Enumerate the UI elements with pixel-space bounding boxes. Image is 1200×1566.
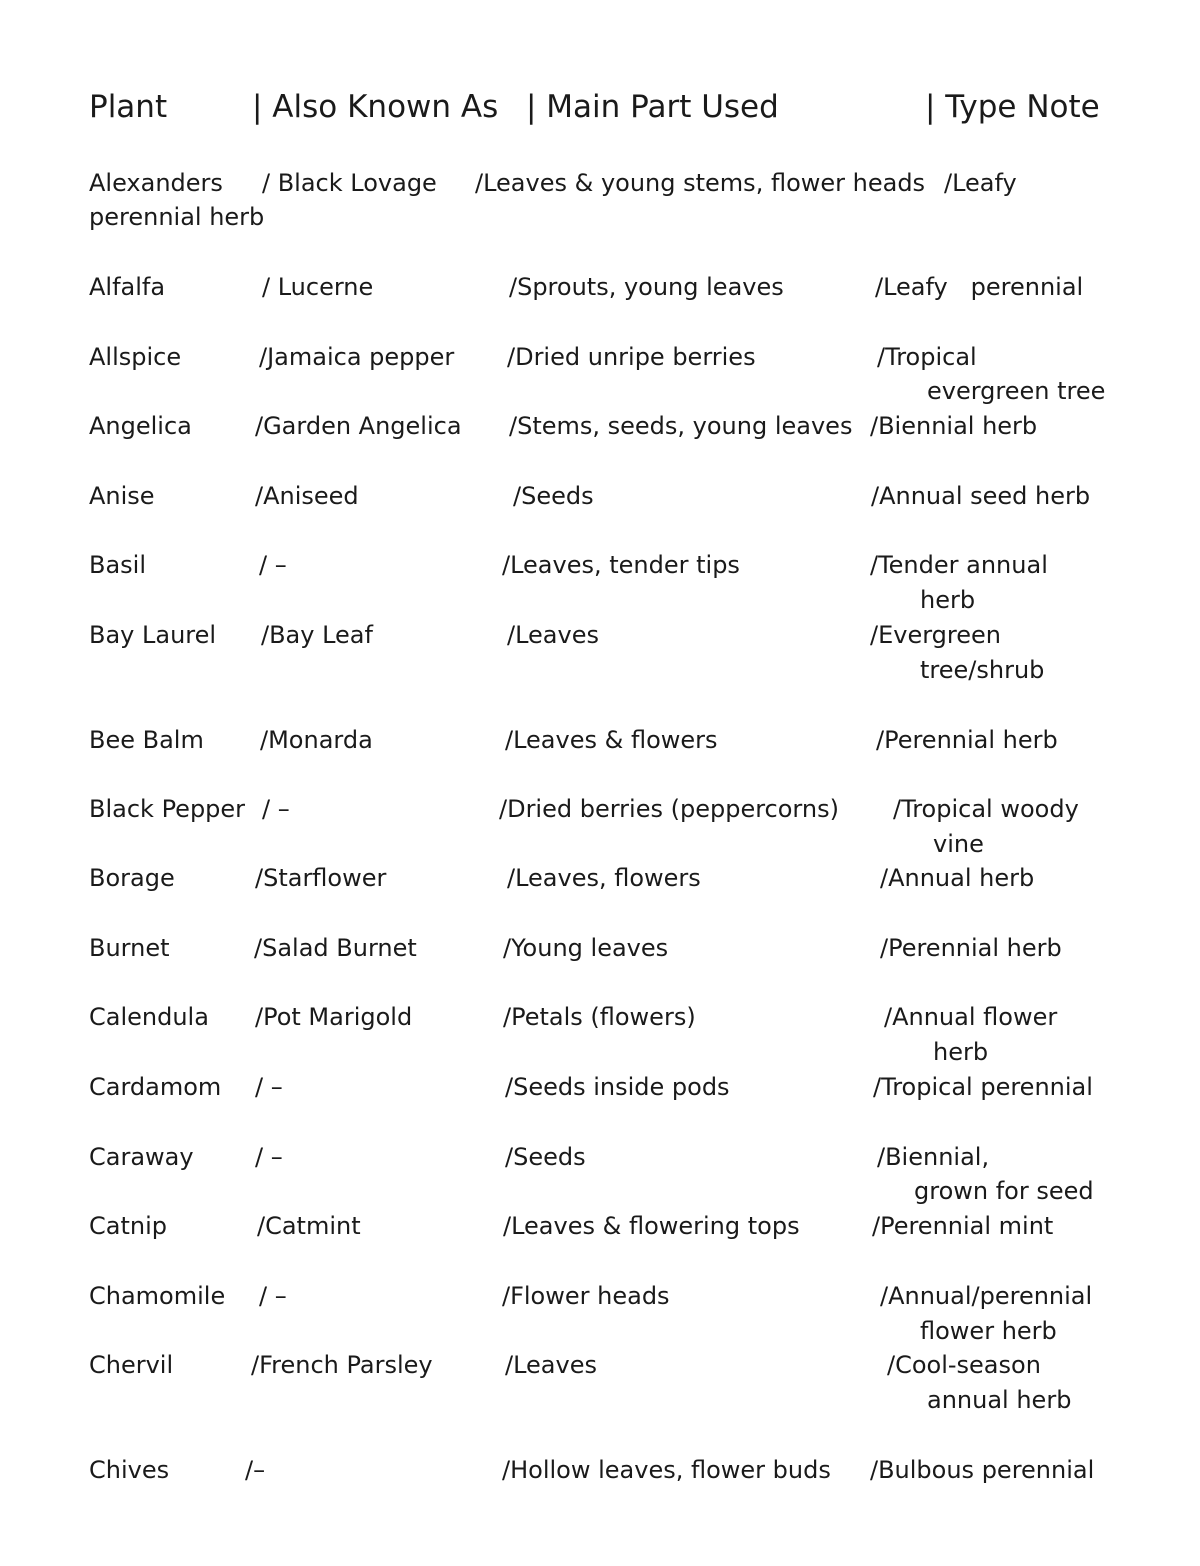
row-part: /Petals (flowers) [503, 1003, 696, 1031]
row-aka: /– [245, 1456, 266, 1484]
row-type-continuation: vine [933, 830, 984, 858]
row-plant: Chamomile [89, 1282, 226, 1310]
row-type-continuation: perennial herb [89, 203, 265, 231]
row-type: /Evergreen [870, 621, 1001, 649]
row-part: /Leaves & flowering tops [503, 1212, 800, 1240]
row-plant: Chervil [89, 1351, 174, 1379]
row-aka: /Garden Angelica [255, 412, 462, 440]
row-plant: Borage [89, 864, 175, 892]
row-plant: Catnip [89, 1212, 167, 1240]
row-part: /Leaves [505, 1351, 597, 1379]
row-type: /Annual herb [880, 864, 1035, 892]
row-aka: / – [262, 795, 290, 823]
row-aka: /Pot Marigold [255, 1003, 413, 1031]
row-aka: / Black Lovage [262, 169, 437, 197]
row-type-continuation: evergreen tree [927, 377, 1106, 405]
row-type: /Biennial, [877, 1143, 990, 1171]
row-aka: / – [259, 551, 287, 579]
row-plant: Caraway [89, 1143, 194, 1171]
row-part: /Stems, seeds, young leaves [509, 412, 853, 440]
row-aka: / – [259, 1282, 287, 1310]
row-aka: /Monarda [260, 726, 373, 754]
row-type: /Tender annual [870, 551, 1048, 579]
row-plant: Angelica [89, 412, 192, 440]
row-plant: Bay Laurel [89, 621, 217, 649]
row-part: /Leaves [507, 621, 599, 649]
row-type: /Leafy perennial [875, 273, 1084, 301]
row-aka: /Aniseed [255, 482, 359, 510]
header-also-known-as: | Also Known As [252, 89, 499, 125]
row-plant: Cardamom [89, 1073, 222, 1101]
row-type: /Perennial mint [872, 1212, 1054, 1240]
row-part: /Leaves & young stems, flower heads [475, 169, 926, 197]
row-type-continuation: tree/shrub [920, 656, 1045, 684]
row-aka: / Lucerne [262, 273, 374, 301]
row-plant: Bee Balm [89, 726, 204, 754]
row-type: /Perennial herb [880, 934, 1062, 962]
row-type: /Annual flower [884, 1003, 1058, 1031]
row-aka: /Bay Leaf [261, 621, 373, 649]
row-part: /Sprouts, young leaves [509, 273, 784, 301]
row-plant: Anise [89, 482, 155, 510]
row-plant: Alexanders [89, 169, 223, 197]
row-part: /Hollow leaves, flower buds [502, 1456, 831, 1484]
row-type-continuation: herb [933, 1038, 989, 1066]
row-aka: /Jamaica pepper [259, 343, 455, 371]
row-aka: /French Parsley [251, 1351, 433, 1379]
row-part: /Dried berries (peppercorns) [499, 795, 839, 823]
row-part: /Leaves, flowers [507, 864, 701, 892]
row-plant: Burnet [89, 934, 170, 962]
row-plant: Allspice [89, 343, 182, 371]
row-type-continuation: grown for seed [914, 1177, 1094, 1205]
row-type: /Tropical woody [893, 795, 1079, 823]
row-type: /Cool-season [887, 1351, 1041, 1379]
row-type: /Tropical [877, 343, 977, 371]
row-part: /Flower heads [502, 1282, 670, 1310]
row-part: /Seeds [513, 482, 594, 510]
row-part: /Seeds [505, 1143, 586, 1171]
row-aka: /Starflower [255, 864, 387, 892]
row-type-continuation: herb [920, 586, 976, 614]
row-type: /Annual seed herb [871, 482, 1091, 510]
row-type: /Annual/perennial [880, 1282, 1093, 1310]
row-part: /Leaves & flowers [505, 726, 718, 754]
row-plant: Black Pepper [89, 795, 246, 823]
row-aka: / – [255, 1143, 283, 1171]
row-type: /Perennial herb [876, 726, 1058, 754]
row-type: /Bulbous perennial [870, 1456, 1095, 1484]
header-type-note: | Type Note [925, 89, 1100, 125]
row-type: /Biennial herb [870, 412, 1038, 440]
row-type: /Tropical perennial [873, 1073, 1093, 1101]
row-aka: /Catmint [257, 1212, 361, 1240]
row-aka: /Salad Burnet [254, 934, 417, 962]
row-aka: / – [255, 1073, 283, 1101]
row-plant: Alfalfa [89, 273, 166, 301]
row-type: /Leafy [944, 169, 1017, 197]
row-plant: Chives [89, 1456, 170, 1484]
row-part: /Dried unripe berries [507, 343, 756, 371]
row-part: /Leaves, tender tips [502, 551, 740, 579]
row-plant: Basil [89, 551, 147, 579]
row-part: /Seeds inside pods [505, 1073, 730, 1101]
row-plant: Calendula [89, 1003, 209, 1031]
header-plant: Plant [89, 89, 168, 125]
row-type-continuation: annual herb [927, 1386, 1072, 1414]
row-type-continuation: flower herb [920, 1317, 1057, 1345]
row-part: /Young leaves [503, 934, 669, 962]
header-main-part-used: | Main Part Used [526, 89, 779, 125]
